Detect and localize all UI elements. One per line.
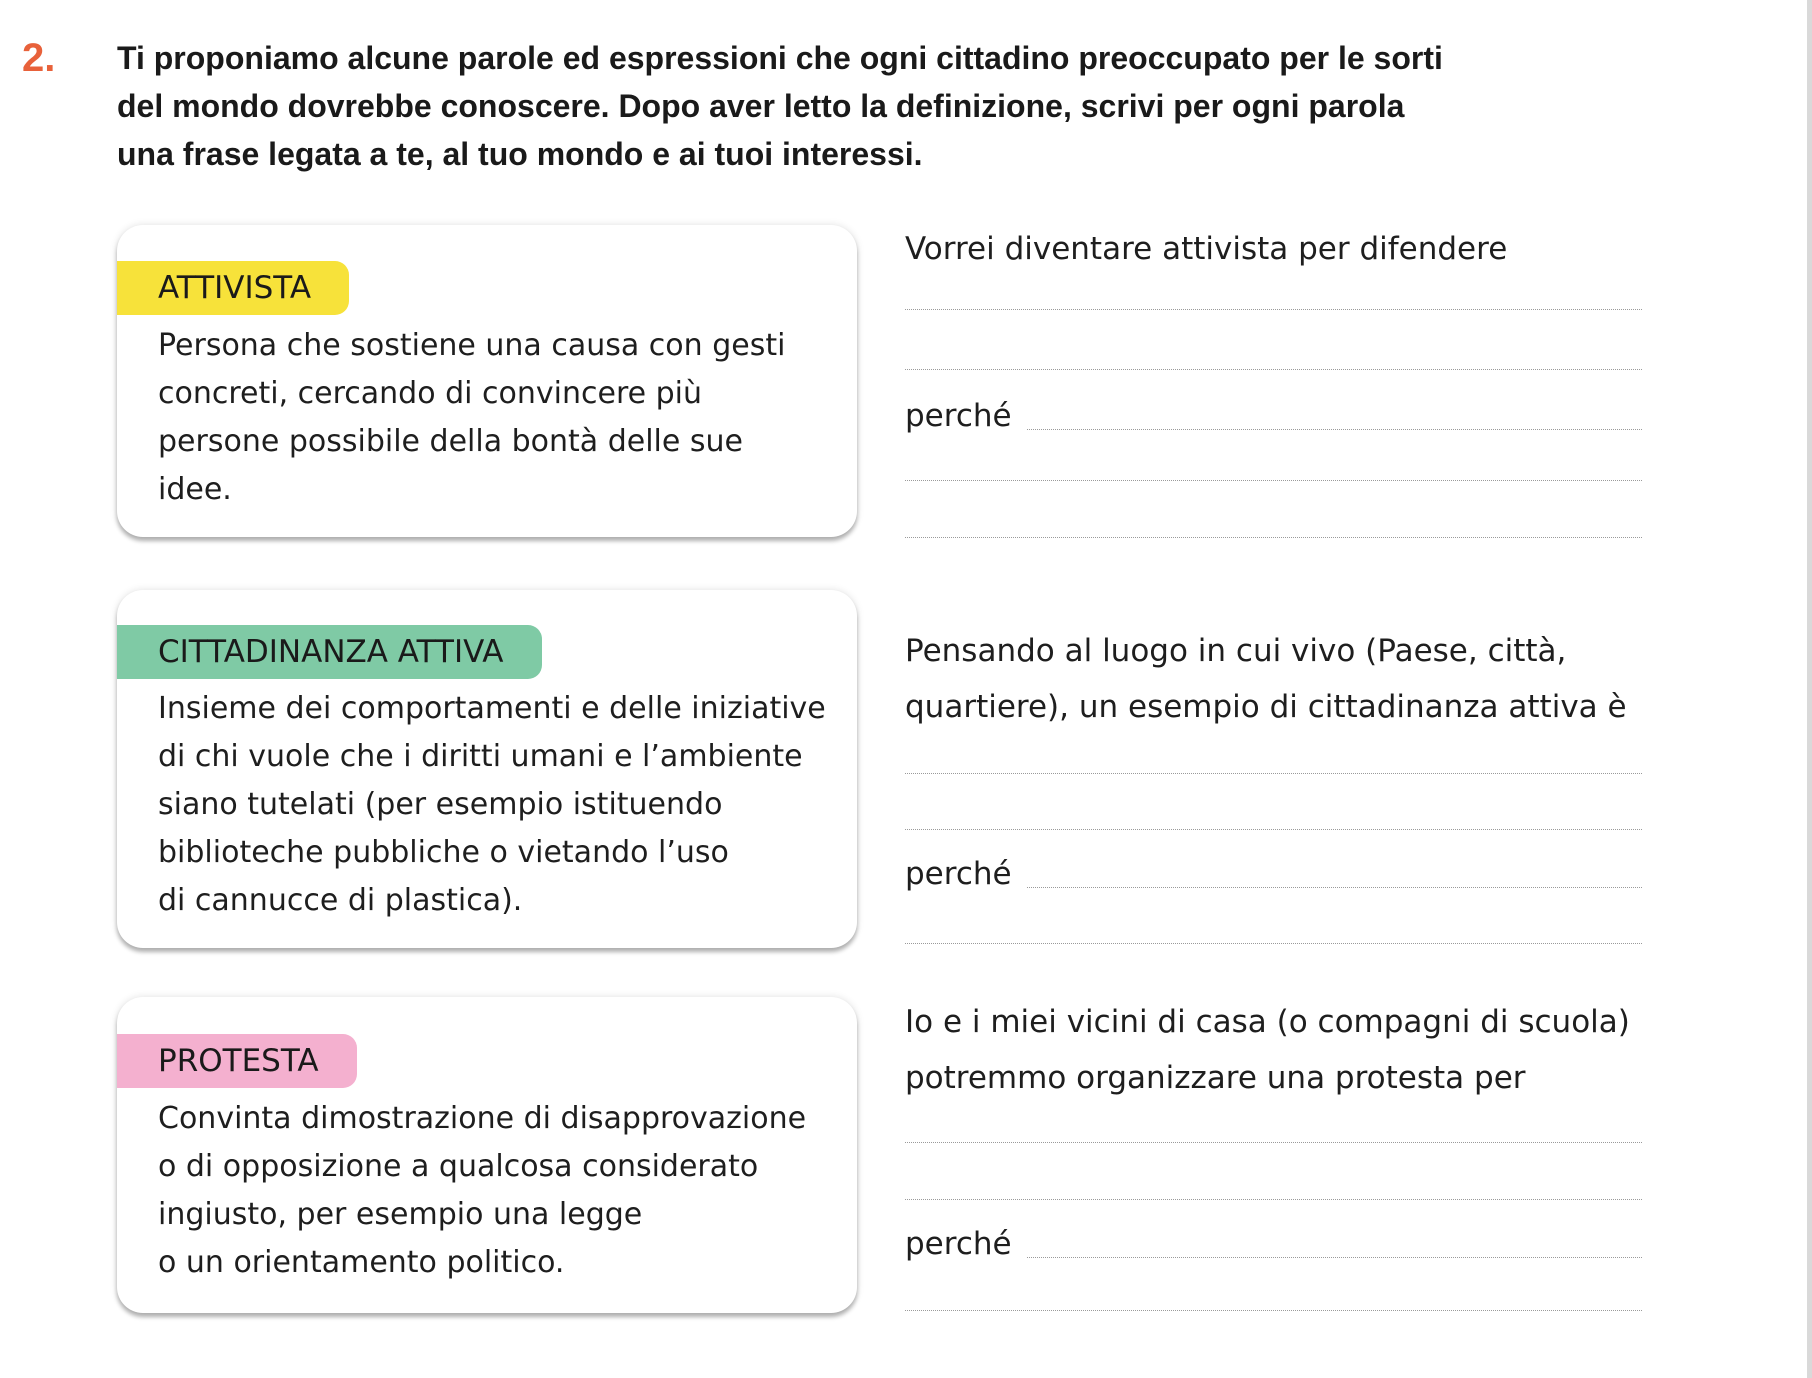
term-definition bbox=[158, 1095, 858, 1287]
term-tag-attivista: ATTIVISTA bbox=[117, 261, 349, 315]
because-label: perché bbox=[905, 1226, 1012, 1262]
sentence-prompt: Io e i miei vicini di casa (o compagni di scuola) bbox=[905, 1004, 1630, 1040]
definition-card-attivista bbox=[117, 225, 857, 537]
write-line[interactable] bbox=[905, 480, 1642, 481]
term-definition bbox=[158, 322, 858, 514]
write-line[interactable] bbox=[905, 1310, 1642, 1311]
definition-line: o un orientamento politico. bbox=[158, 1245, 565, 1280]
write-line[interactable] bbox=[1027, 887, 1642, 888]
write-line[interactable] bbox=[1027, 429, 1642, 430]
write-line[interactable] bbox=[905, 773, 1642, 774]
write-line[interactable] bbox=[905, 943, 1642, 944]
definition-line: concreti, cercando di convincere più bbox=[158, 376, 702, 411]
write-line[interactable] bbox=[905, 1142, 1642, 1143]
definition-line: Insieme dei comportamenti e delle iniziative bbox=[158, 691, 826, 726]
write-line[interactable] bbox=[1027, 1257, 1642, 1258]
definition-line: di cannucce di plastica). bbox=[158, 883, 523, 918]
definition-line: biblioteche pubbliche o vietando l’uso bbox=[158, 835, 729, 870]
page-edge bbox=[1807, 0, 1812, 1378]
sentence-prompt: potremmo organizzare una protesta per bbox=[905, 1060, 1526, 1096]
because-label: perché bbox=[905, 398, 1012, 434]
write-line[interactable] bbox=[905, 1199, 1642, 1200]
definition-line: ingiusto, per esempio una legge bbox=[158, 1197, 643, 1232]
term-tag-cittadinanza-attiva: CITTADINANZA ATTIVA bbox=[117, 625, 542, 679]
write-line[interactable] bbox=[905, 537, 1642, 538]
definition-line: Persona che sostiene una causa con gesti bbox=[158, 328, 786, 363]
definition-line: o di opposizione a qualcosa considerato bbox=[158, 1149, 759, 1184]
write-line[interactable] bbox=[905, 309, 1642, 310]
sentence-prompt: Pensando al luogo in cui vivo (Paese, città, bbox=[905, 633, 1567, 669]
term-definition bbox=[158, 685, 858, 925]
write-line[interactable] bbox=[905, 369, 1642, 370]
because-row bbox=[905, 396, 1642, 436]
instruction-line: del mondo dovrebbe conoscere. Dopo aver letto la definizione, scrivi per ogni parola bbox=[117, 88, 1405, 124]
definition-line: idee. bbox=[158, 472, 232, 507]
instruction-line: una frase legata a te, al tuo mondo e ai tuoi interessi. bbox=[117, 136, 923, 172]
term-tag-protesta: PROTESTA bbox=[117, 1034, 357, 1088]
definition-line: di chi vuole che i diritti umani e l’ambiente bbox=[158, 739, 803, 774]
exercise-number: 2. bbox=[22, 36, 56, 80]
definition-line: Convinta dimostrazione di disapprovazione bbox=[158, 1101, 807, 1136]
write-line[interactable] bbox=[905, 829, 1642, 830]
exercise-instruction bbox=[117, 34, 1577, 178]
definition-line: persone possibile della bontà delle sue bbox=[158, 424, 743, 459]
because-label: perché bbox=[905, 856, 1012, 892]
because-row bbox=[905, 854, 1642, 894]
because-row bbox=[905, 1224, 1642, 1264]
sentence-prompt: quartiere), un esempio di cittadinanza attiva è bbox=[905, 689, 1627, 725]
definition-line: siano tutelati (per esempio istituendo bbox=[158, 787, 723, 822]
definition-card-cittadinanza-attiva bbox=[117, 590, 857, 948]
sentence-prompt: Vorrei diventare attivista per difendere bbox=[905, 231, 1508, 267]
instruction-line: Ti proponiamo alcune parole ed espressioni che ogni cittadino preoccupato per le sorti bbox=[117, 40, 1443, 76]
definition-card-protesta bbox=[117, 997, 857, 1313]
